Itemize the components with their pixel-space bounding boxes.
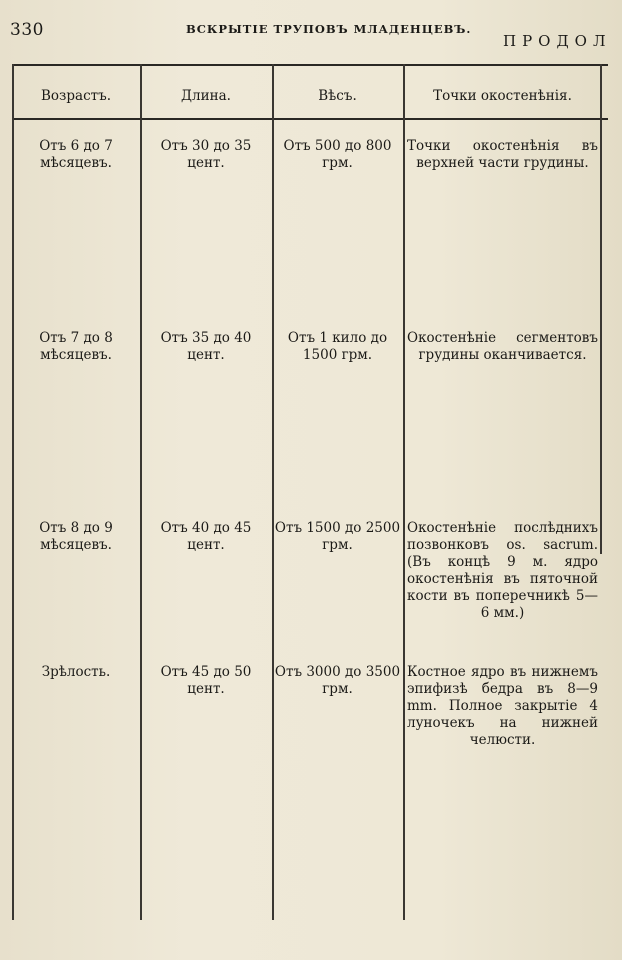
column-divider <box>140 64 142 920</box>
table-header-rule <box>12 118 608 120</box>
column-divider <box>600 64 602 554</box>
column-header-age: Возрастъ. <box>40 88 111 104</box>
cell-age: Отъ 8 до 9 мѣсяцевъ. <box>39 520 113 553</box>
cell-age: Отъ 7 до 8 мѣсяцевъ. <box>39 330 113 363</box>
cell-length: Отъ 35 до 40 цент. <box>160 330 252 363</box>
column-header-ossification: Точки окостенѣнія. <box>433 88 572 104</box>
column-header-length: Длина. <box>181 88 231 104</box>
cell-weight: Отъ 500 до 800 грм. <box>283 138 392 171</box>
cell-weight: Отъ 3000 до 3500 грм. <box>274 664 401 697</box>
cell-age: Отъ 6 до 7 мѣсяцевъ. <box>39 138 113 171</box>
cell-weight: Отъ 1500 до 2500 грм. <box>274 520 401 553</box>
cell-ossification: Окостенѣніе послѣднихъ позвонковъ os. sacrum. (Въ концѣ 9 м. ядро окостенѣнія въ пяточной кости въ поперечникѣ 5—6 мм.) <box>407 520 598 621</box>
table-top-rule <box>12 64 608 66</box>
cell-ossification: Костное ядро въ нижнемъ эпифизѣ бедра въ 8—9 mm. Полное закрытіе 4 луночекъ на нижней челюсти. <box>407 664 598 748</box>
running-title: ВСКРЫТІЕ ТРУПОВЪ МЛАДЕНЦЕВЪ. <box>186 22 472 36</box>
running-head <box>0 0 622 60</box>
cell-ossification: Окостенѣніе сегментовъ грудины оканчивается. <box>407 330 598 363</box>
column-header-weight: Вѣсъ. <box>318 88 357 104</box>
column-divider <box>272 64 274 920</box>
cell-ossification: Точки окостенѣнія въ верхней части грудины. <box>407 138 598 171</box>
page-number: 330 <box>10 20 44 40</box>
cell-length: Отъ 45 до 50 цент. <box>160 664 252 697</box>
cell-length: Отъ 40 до 45 цент. <box>160 520 252 553</box>
continued-label: ПРОДОЛ <box>503 32 612 50</box>
column-divider <box>403 64 405 920</box>
cell-weight: Отъ 1 кило до 1500 грм. <box>287 330 388 363</box>
cell-length: Отъ 30 до 35 цент. <box>160 138 252 171</box>
column-divider <box>12 64 14 920</box>
cell-age: Зрѣлость. <box>41 664 111 680</box>
